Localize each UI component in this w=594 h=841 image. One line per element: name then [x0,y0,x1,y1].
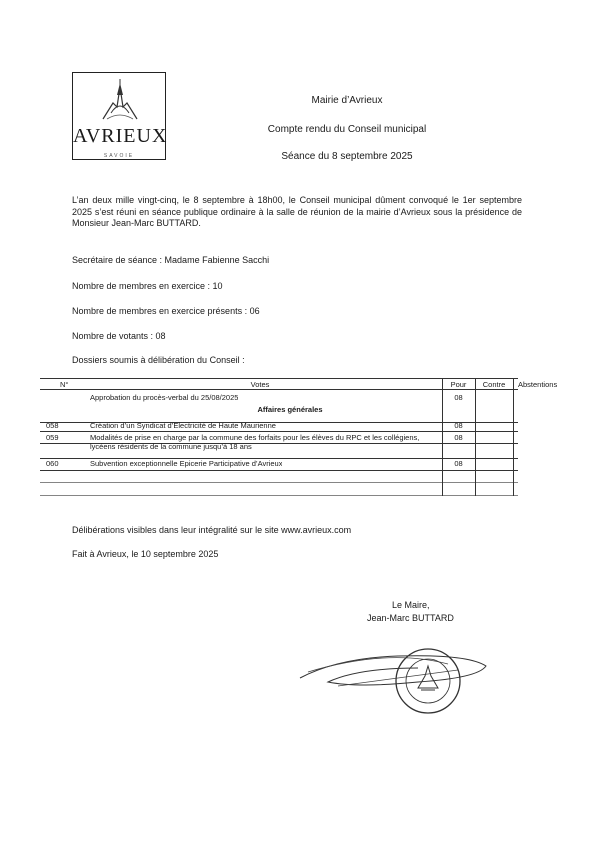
row-pour: 08 [454,459,463,468]
votants-line: Nombre de votants : 08 [72,331,166,341]
seance-date: Séance du 8 septembre 2025 [281,151,413,162]
logo-wordmark: AVRIEUX [73,125,168,147]
document-title: Compte rendu du Conseil municipal [267,124,427,135]
deliberations-table [40,378,558,496]
row-pour: 08 [454,421,463,430]
row-text: Subvention exceptionnelle Epicerie Participative d’Avrieux [90,459,283,468]
commune-logo [72,72,166,160]
row-pour: 08 [454,433,463,442]
row-pour: 08 [454,393,463,402]
header-abstentions: Abstentions [518,380,558,389]
official-stamp-icon [393,646,463,716]
membres-exercice-line: Nombre de membres en exercice : 10 [72,281,223,291]
mairie-name: Mairie d’Avrieux [311,95,383,106]
deliberations-note: Délibérations visibles dans leur intégralité sur le site www.avrieux.com [72,525,352,535]
row-text: Modalités de prise en charge par la commune des forfaits pour les élèves du RPC et les collégiens, lycéens résidents de la commune jusqu’à 18 ans [90,433,420,451]
row-text: Création d’un Syndicat d’Electricité de Haute Maurienne [90,421,276,430]
row-text: Approbation du procès-verbal du 25/08/2025 [90,393,239,402]
fait-line: Fait à Avrieux, le 10 septembre 2025 [72,549,219,559]
membres-presents-line: Nombre de membres en exercice présents : 06 [72,306,260,316]
signature-name: Jean-Marc BUTTARD [367,613,454,623]
secretaire-line: Secrétaire de séance : Madame Fabienne Sacchi [72,255,270,265]
signature-and-stamp [298,638,498,728]
section-affaires-generales: Affaires générales [257,405,323,414]
header-contre: Contre [482,380,506,389]
header-num: N° [60,380,69,389]
church-steeple-icon [73,73,167,125]
row-num: 058 [46,421,59,430]
row-num: 059 [46,433,59,442]
header-pour: Pour [450,380,467,389]
header-votes: Votes [250,380,270,389]
logo-subline: SAVOIE [103,153,135,159]
intro-paragraph: L’an deux mille vingt-cinq, le 8 septembre à 18h00, le Conseil municipal dûment convoqué le 1er septembre 2025 s’est réuni en séance publique ordinaire à la salle de réunion de la mairie d’Avrieux sous la présidence de Monsieur Jean-Marc BUTTARD. [72,195,522,228]
row-num: 060 [46,459,59,468]
dossiers-line: Dossiers soumis à délibération du Conseil : [72,355,245,365]
signature-role: Le Maire, [392,600,430,610]
